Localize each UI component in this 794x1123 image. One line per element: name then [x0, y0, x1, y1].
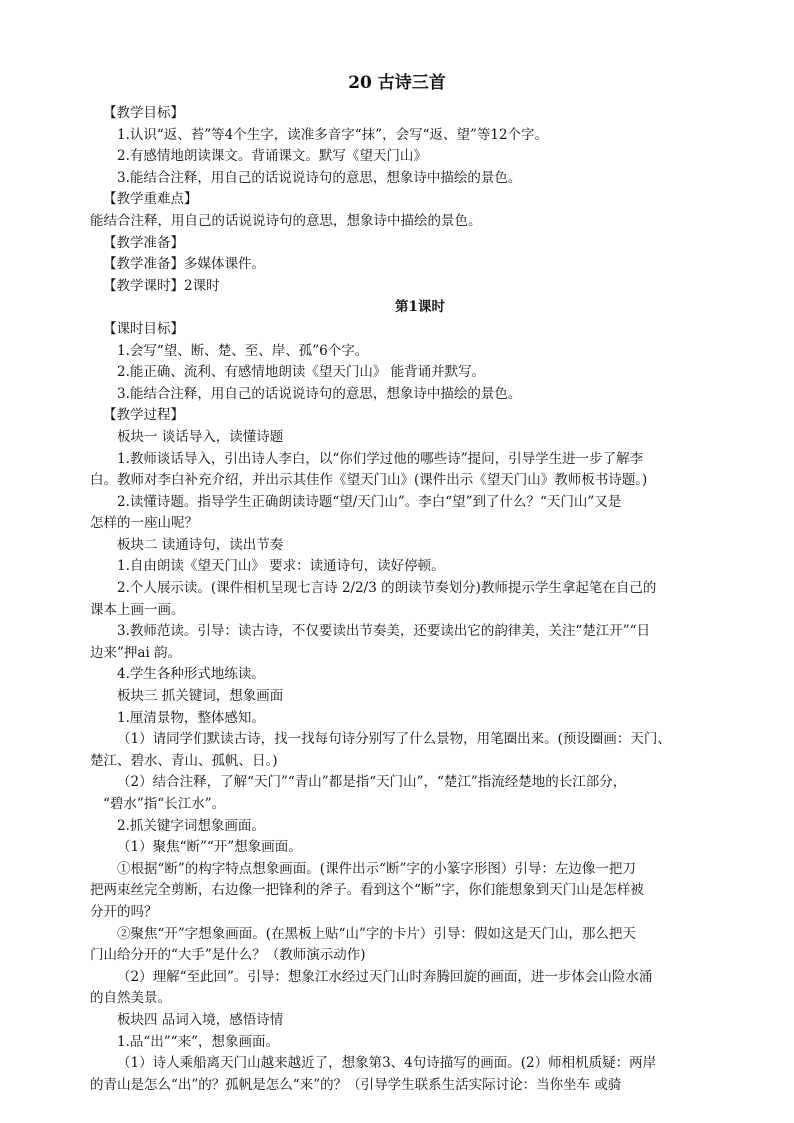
- text-line: ②聚焦“开”字想象画面。(在黑板上贴“山”字的卡片）引导：假如这是天门山，那么把天: [117, 925, 636, 942]
- text-line: 板块三 抓关键词，想象画面: [117, 688, 284, 705]
- text-line: 白。教师对李白补充介绍，并出示其佳作《望天门山》(课件出示《望天门山》教师板书诗题。): [90, 472, 648, 489]
- text-line: 4.学生各种形式地练读。: [117, 666, 265, 683]
- text-line: （1）请同学们默读古诗，找一找每句诗分别写了什么景物，用笔圈出来。(预设圈画：天门、: [117, 731, 671, 748]
- text-line: ①根据“断”的构字特点想象画面。(课件出示“断”字的小篆字形图）引导：左边像一把刀: [117, 860, 636, 877]
- text-line: 楚江、碧水、青山、孤帆、日。): [90, 752, 278, 769]
- document-body: [90, 103, 750, 1096]
- text-line: 边来”押ai 韵。: [90, 644, 182, 661]
- text-line: 2.读懂诗题。指导学生正确朗读诗题“望/天门山”。李白“望”到了什么？“天门山”又是: [117, 493, 622, 510]
- text-line: 3.教师范读。引导：读古诗，不仅要读出节奏美，还要读出它的韵律美，关注“楚江开”“日: [117, 623, 651, 640]
- text-line: 【教学课时】2课时: [103, 277, 220, 294]
- text-line: 的青山是怎么“出”的？孤帆是怎么“来”的？（引导学生联系生活实际讨论：当你坐车 或骑: [90, 1076, 622, 1093]
- text-line: 1.认识“返、苔”等4个生字，读准多音字“抹”，会写“返、望”等12个字。: [117, 126, 549, 143]
- text-line: 【教学准备】多媒体课件。: [103, 256, 265, 273]
- text-line: 【教学重难点】: [103, 191, 198, 208]
- document-title: 20 古诗三首: [348, 73, 446, 93]
- text-line: 【教学过程】: [103, 407, 184, 424]
- text-line: 分开的吗？: [90, 903, 158, 920]
- text-line: 【教学准备】: [103, 234, 184, 251]
- text-line: （2）结合注释，了解“天门”“青山”都是指“天门山”，“楚江”指流经楚地的长江部分，: [117, 774, 627, 791]
- text-line: （1）聚焦“断”“开”想象画面。: [117, 839, 302, 856]
- text-line: （1）诗人乘船离天门山越来越近了，想象第3、4句诗描写的画面。(2）师相机质疑：两岸: [117, 1055, 657, 1072]
- text-line: 能结合注释，用自己的话说说诗句的意思，想象诗中描绘的景色。: [90, 212, 482, 229]
- text-line: 1.品“出”“来”，想象画面。: [117, 1033, 279, 1050]
- text-line: 1.自由朗读《望天门山》 要求：读通诗句，读好停顿。: [117, 558, 445, 575]
- text-line: “碧水”指“长江水”。: [103, 796, 226, 812]
- text-line: 把两束丝完全剪断，右边像一把锋利的斧子。看到这个“断”字，你们能想象到天门山是怎样被: [90, 882, 644, 899]
- text-line: （2）理解“至此回”。引导：想象江水经过天门山时奔腾回旋的画面，进一步体会山险水涌: [117, 968, 653, 985]
- text-line: 2.抓关键字词想象画面。: [117, 817, 265, 834]
- text-line: 2.有感情地朗读课文。背诵课文。默写《望天门山》: [117, 148, 427, 165]
- text-line: 1.会写“望、断、楚、至、岸、孤”6个字。: [117, 342, 369, 359]
- text-line: 【教学目标】: [103, 105, 184, 121]
- text-line: 的自然美景。: [90, 990, 171, 1007]
- text-line: 门山给分开的“大手”是什么？（教师演示动作): [90, 947, 366, 964]
- text-line: 板块四 品词入境，感悟诗情: [117, 1011, 284, 1028]
- text-line: 课本上画一画。: [90, 601, 185, 618]
- text-line: 1.教师谈话导入，引出诗人李白，以“你们学过他的哪些诗”提问，引导学生进一步了解李: [117, 450, 644, 467]
- text-line: 怎样的一座山呢？: [90, 515, 198, 532]
- text-line: 3.能结合注释，用自己的话说说诗句的意思，想象诗中描绘的景色。: [117, 169, 522, 186]
- text-line: 【课时目标】: [103, 320, 184, 337]
- text-line: 3.能结合注释，用自己的话说说诗句的意思，想象诗中描绘的景色。: [117, 385, 522, 402]
- text-line: 板块一 谈话导入，读懂诗题: [117, 428, 284, 445]
- text-line: 1.厘清景物，整体感知。: [117, 709, 265, 726]
- text-line: 板块二 读通诗句，读出节奏: [117, 536, 284, 553]
- section-heading: 第1课时: [395, 299, 445, 316]
- text-line: 2.能正确、流利、有感情地朗读《望天门山》 能背诵并默写。: [117, 364, 486, 381]
- text-line: 2.个人展示读。(课件相机呈现七言诗 2/2/3 的朗读节奏划分)教师提示学生拿起笔在自己的: [117, 580, 657, 597]
